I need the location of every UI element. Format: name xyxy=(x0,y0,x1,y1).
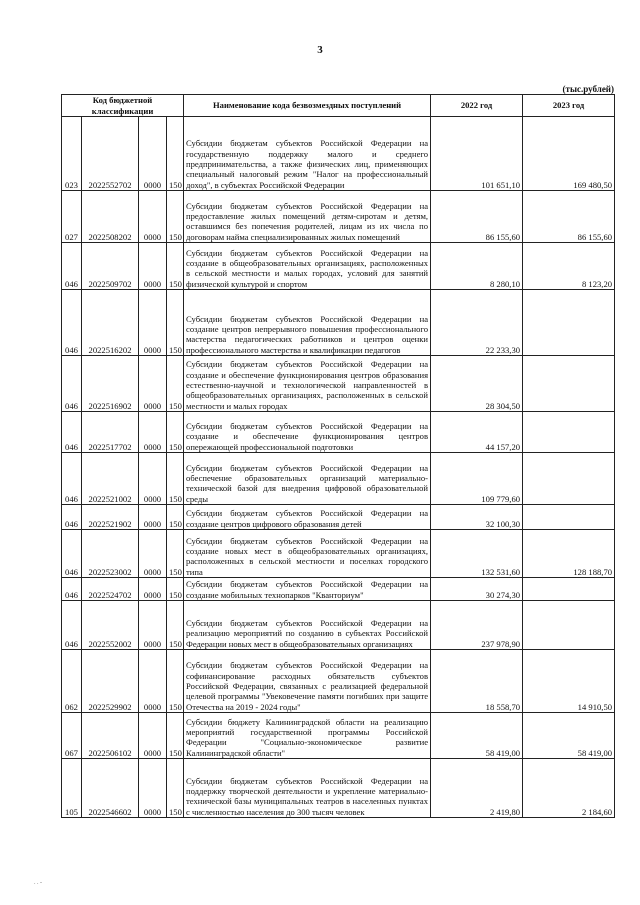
table-row xyxy=(62,243,615,290)
income-name: Субсидии бюджетам субъектов Российской Федерации на создание центров непрерывного повышения профессионального мастерства педагогических работников и центров оценки профессионального мастерства и квалификации педагогов xyxy=(184,290,431,356)
table-row xyxy=(62,290,615,356)
amount-2023 xyxy=(523,356,615,412)
page-edge-mark: . . - xyxy=(34,880,42,886)
income-name: Субсидии бюджетам субъектов Российской Федерации на создание в общеобразовательных организациях, расположенных в сельской местности и малых городах, условий для занятий физической культурой и спортом xyxy=(184,243,431,290)
kosgu-code: 150 xyxy=(167,290,184,356)
income-code: 2022529902 xyxy=(82,650,139,713)
table-row xyxy=(62,650,615,713)
amount-2023: 58 419,00 xyxy=(523,713,615,759)
header-name: Наименование кода безвозмездных поступлений xyxy=(184,95,431,117)
amount-2022: 32 100,30 xyxy=(431,505,523,530)
income-name: Субсидии бюджетам субъектов Российской Федерации на создание мобильных технопарков "Кванториум" xyxy=(184,578,431,601)
kosgu-code: 150 xyxy=(167,650,184,713)
amount-2022: 2 419,80 xyxy=(431,759,523,818)
kosgu-code: 150 xyxy=(167,505,184,530)
amount-2023: 8 123,20 xyxy=(523,243,615,290)
admin-code: 046 xyxy=(62,530,82,578)
income-name: Субсидии бюджетам субъектов Российской Федерации на создание и обеспечение функционирования центров опережающей профессиональной подготовки xyxy=(184,412,431,453)
amount-2022: 86 155,60 xyxy=(431,191,523,243)
amount-2022: 237 978,90 xyxy=(431,601,523,650)
income-code: 2022506102 xyxy=(82,713,139,759)
income-name: Субсидии бюджетам субъектов Российской Федерации на создание центров цифрового образования детей xyxy=(184,505,431,530)
income-code: 2022521002 xyxy=(82,453,139,505)
subtype-code: 0000 xyxy=(139,601,167,650)
amount-2022: 8 280,10 xyxy=(431,243,523,290)
amount-2022: 22 233,30 xyxy=(431,290,523,356)
admin-code: 023 xyxy=(62,117,82,191)
income-name: Субсидии бюджетам субъектов Российской Федерации на обеспечение образовательных организаций материально-технической базой для внедрения цифровой образовательной среды xyxy=(184,453,431,505)
income-name: Субсидии бюджетам субъектов Российской Федерации на поддержку творческой деятельности и укрепление материально-технической базы муниципальных театров в населенных пунктах с численностью населения до 300 тысяч человек xyxy=(184,759,431,818)
admin-code: 046 xyxy=(62,412,82,453)
subtype-code: 0000 xyxy=(139,713,167,759)
page-number: 3 xyxy=(317,44,323,56)
amount-2023 xyxy=(523,453,615,505)
subtype-code: 0000 xyxy=(139,578,167,601)
income-code: 2022552002 xyxy=(82,601,139,650)
admin-code: 046 xyxy=(62,601,82,650)
income-name: Субсидии бюджетам субъектов Российской Федерации на софинансирование расходных обязательств субъектов Российской Федерации, связанных с реализацией федеральной целевой программы "Увековечение памяти погибших при защите Отечества на 2019 - 2024 годы" xyxy=(184,650,431,713)
admin-code: 046 xyxy=(62,356,82,412)
amount-2022: 30 274,30 xyxy=(431,578,523,601)
amount-2022: 44 157,20 xyxy=(431,412,523,453)
amount-2023 xyxy=(523,601,615,650)
admin-code: 027 xyxy=(62,191,82,243)
subtype-code: 0000 xyxy=(139,243,167,290)
admin-code: 105 xyxy=(62,759,82,818)
amount-2023 xyxy=(523,505,615,530)
income-code: 2022516902 xyxy=(82,356,139,412)
admin-code: 046 xyxy=(62,243,82,290)
table-row xyxy=(62,759,615,818)
income-code: 2022546602 xyxy=(82,759,139,818)
income-code: 2022516202 xyxy=(82,290,139,356)
table-row xyxy=(62,601,615,650)
header-year-2022: 2022 год xyxy=(431,95,523,117)
table-header-row xyxy=(62,95,615,117)
subtype-code: 0000 xyxy=(139,412,167,453)
income-name: Субсидии бюджетам субъектов Российской Федерации на создание и обеспечение функционирования центров образования естественно-научной и технологической направленностей в общеобразовательных организациях, расположенных в сельской местности и малых городах xyxy=(184,356,431,412)
subtype-code: 0000 xyxy=(139,759,167,818)
amount-2022: 18 558,70 xyxy=(431,650,523,713)
amount-2023 xyxy=(523,412,615,453)
kosgu-code: 150 xyxy=(167,356,184,412)
amount-2022: 28 304,50 xyxy=(431,356,523,412)
amount-2023: 169 480,50 xyxy=(523,117,615,191)
table-row xyxy=(62,412,615,453)
income-name: Субсидии бюджетам субъектов Российской Федерации на государственную поддержку малого и среднего предпринимательства, а также физических лиц, применяющих специальный налоговый режим "Налог на профессиональный доход", в субъектах Российской Федерации xyxy=(184,117,431,191)
amount-2023 xyxy=(523,578,615,601)
header-year-2023: 2023 год xyxy=(523,95,615,117)
units-label: (тыс.рублей) xyxy=(562,84,614,94)
subtype-code: 0000 xyxy=(139,530,167,578)
kosgu-code: 150 xyxy=(167,530,184,578)
amount-2023: 2 184,60 xyxy=(523,759,615,818)
income-code: 2022552702 xyxy=(82,117,139,191)
kosgu-code: 150 xyxy=(167,117,184,191)
amount-2022: 132 531,60 xyxy=(431,530,523,578)
kosgu-code: 150 xyxy=(167,191,184,243)
amount-2023: 86 155,60 xyxy=(523,191,615,243)
kosgu-code: 150 xyxy=(167,601,184,650)
income-code: 2022523002 xyxy=(82,530,139,578)
admin-code: 062 xyxy=(62,650,82,713)
amount-2023: 128 188,70 xyxy=(523,530,615,578)
kosgu-code: 150 xyxy=(167,453,184,505)
admin-code: 046 xyxy=(62,290,82,356)
subtype-code: 0000 xyxy=(139,356,167,412)
income-code: 2022524702 xyxy=(82,578,139,601)
subtype-code: 0000 xyxy=(139,453,167,505)
kosgu-code: 150 xyxy=(167,412,184,453)
table-row xyxy=(62,453,615,505)
subtype-code: 0000 xyxy=(139,191,167,243)
amount-2022: 101 651,10 xyxy=(431,117,523,191)
income-code: 2022508202 xyxy=(82,191,139,243)
admin-code: 046 xyxy=(62,453,82,505)
admin-code: 046 xyxy=(62,505,82,530)
amount-2022: 109 779,60 xyxy=(431,453,523,505)
admin-code: 046 xyxy=(62,578,82,601)
admin-code: 067 xyxy=(62,713,82,759)
kosgu-code: 150 xyxy=(167,759,184,818)
income-name: Субсидии бюджету Калининградской области на реализацию мероприятий государственной программы Российской Федерации "Социально-экономическое развитие Калининградской области" xyxy=(184,713,431,759)
header-budget-code: Код бюджетной классификации xyxy=(62,95,184,117)
kosgu-code: 150 xyxy=(167,243,184,290)
amount-2022: 58 419,00 xyxy=(431,713,523,759)
subtype-code: 0000 xyxy=(139,290,167,356)
kosgu-code: 150 xyxy=(167,713,184,759)
table-row xyxy=(62,356,615,412)
table-row xyxy=(62,117,615,191)
amount-2023: 14 910,50 xyxy=(523,650,615,713)
income-code: 2022517702 xyxy=(82,412,139,453)
income-name: Субсидии бюджетам субъектов Российской Федерации на предоставление жилых помещений детям-сиротам и детям, оставшимся без попечения родителей, лицам из их числа по договорам найма специализированных жилых помещений xyxy=(184,191,431,243)
table-row xyxy=(62,505,615,530)
income-name: Субсидии бюджетам субъектов Российской Федерации на реализацию мероприятий по созданию в субъектах Российской Федерации новых мест в общеобразовательных организациях xyxy=(184,601,431,650)
income-code: 2022521902 xyxy=(82,505,139,530)
kosgu-code: 150 xyxy=(167,578,184,601)
budget-table xyxy=(61,94,615,818)
table-row xyxy=(62,191,615,243)
subtype-code: 0000 xyxy=(139,650,167,713)
subtype-code: 0000 xyxy=(139,505,167,530)
amount-2023 xyxy=(523,290,615,356)
income-code: 2022509702 xyxy=(82,243,139,290)
table-row xyxy=(62,713,615,759)
subtype-code: 0000 xyxy=(139,117,167,191)
income-name: Субсидии бюджетам субъектов Российской Федерации на создание новых мест в общеобразовательных организациях, расположенных в сельской местности и поселках городского типа xyxy=(184,530,431,578)
table-row xyxy=(62,530,615,578)
table-row xyxy=(62,578,615,601)
